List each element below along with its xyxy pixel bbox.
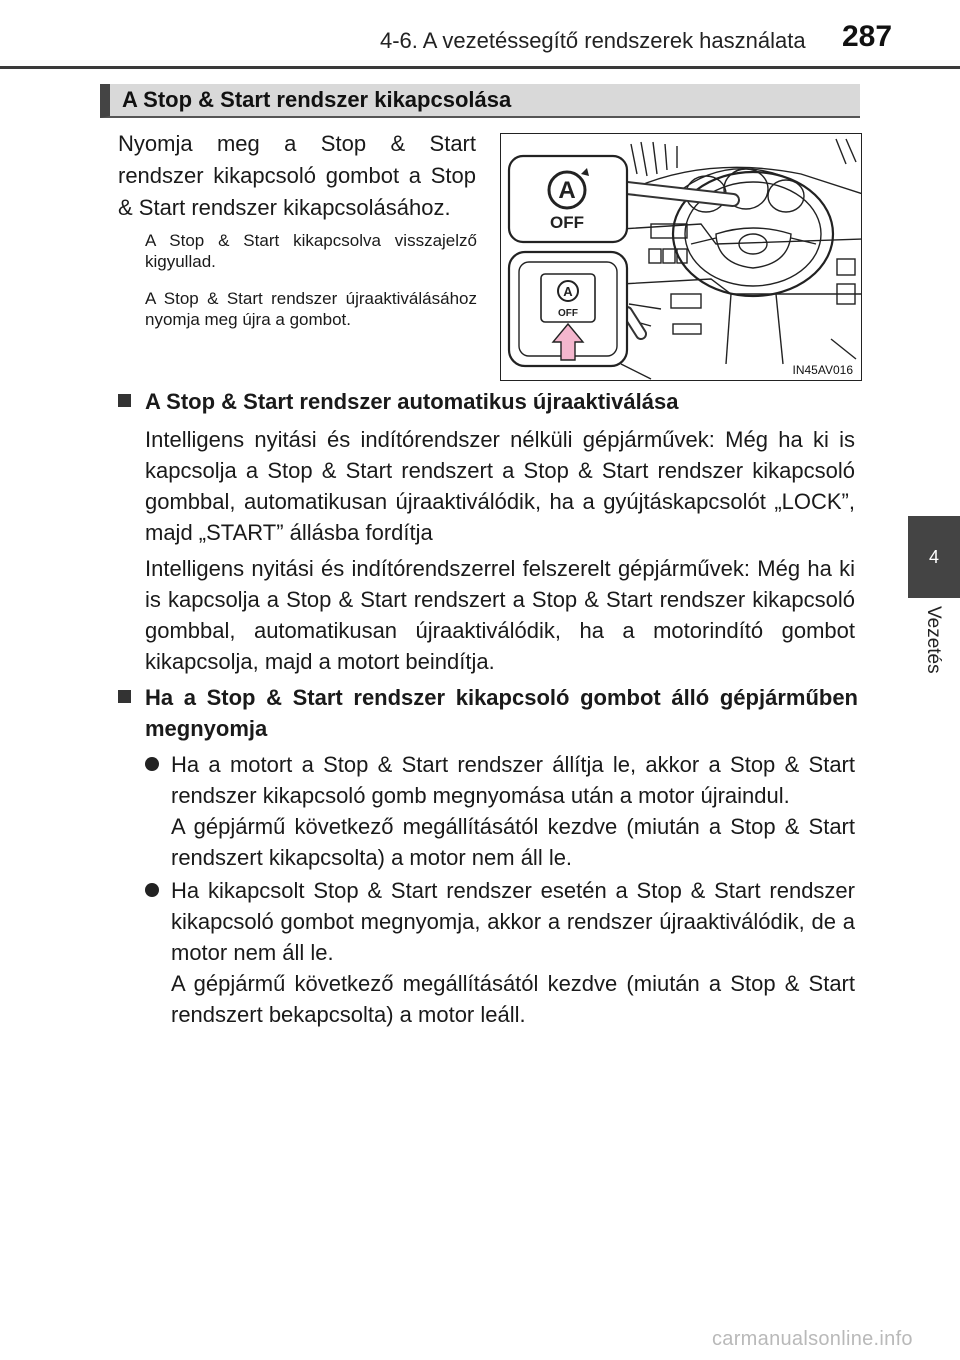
- button-label-small: OFF: [558, 308, 578, 319]
- button-glyph-small: A: [563, 284, 573, 299]
- watermark: carmanualsonline.info: [712, 1328, 913, 1350]
- round-bullet-icon: [145, 883, 159, 897]
- square-bullet-icon: [118, 394, 131, 407]
- bullet-text: Ha a motort a Stop & Start rendszer állítja le, akkor a Stop & Start rendszer kikapcsoló gomb megnyomása után a motor újraindul.: [171, 752, 855, 808]
- bullet-continuation: A gépjármű következő megállításától kezdve (miután a Stop & Start rendszert bekapcsolta) a motor leáll.: [171, 971, 855, 1027]
- button-glyph-large: A: [558, 177, 576, 204]
- intro-paragraph: Nyomja meg a Stop & Start rendszer kikapcsoló gombot a Stop & Start rendszer kikapcsolásához.: [118, 131, 476, 220]
- chapter-title: 4-6. A vezetéssegítő rendszerek használata: [380, 28, 806, 53]
- bullet-text: Ha kikapcsolt Stop & Start rendszer esetén a Stop & Start rendszer kikapcsoló gombot megnyomja, akkor a rendszer újraaktiválódik, de a motor nem áll le.: [171, 878, 855, 965]
- paragraph-smart-key: Intelligens nyitási és indítórendszerrel felszerelt gépjárművek: Még ha ki is kapcsolja a Stop & Start rendszert a Stop & Start rendszer kikapcsoló gombbal, automatikusan újraaktiválódik, ha a motorindító gombot kikapcsolja, majd a motort beindítja.: [145, 556, 855, 674]
- page-number: 287: [842, 20, 893, 53]
- note-indicator: A Stop & Start kikapcsolva visszajelző kigyullad.: [145, 231, 477, 271]
- subsection-heading-text: A Stop & Start rendszer automatikus újraaktiválása: [145, 389, 679, 414]
- chapter-tab-number: 4: [928, 546, 939, 567]
- note-reactivation: A Stop & Start rendszer újraaktiválásához nyomja meg újra a gombot.: [145, 289, 477, 329]
- bullet-item: [145, 749, 855, 873]
- bullet-continuation: A gépjármű következő megállításától kezdve (miután a Stop & Start rendszert kikapcsolta) a motor nem áll le.: [171, 814, 855, 870]
- chapter-tab-label: Vezetés: [923, 606, 944, 674]
- header-rule: [0, 66, 960, 69]
- button-label-large: OFF: [550, 213, 584, 232]
- square-bullet-icon: [118, 690, 131, 703]
- subsection-heading-reactivation: [118, 386, 858, 417]
- paragraph-no-smart-key: Intelligens nyitási és indítórendszer nélküli gépjárművek: Még ha ki is kapcsolja a Stop & Start rendszert a Stop & Start rendszer kikapcsoló gombbal, automatikusan újraaktiválódik, ha a gyújtáskapcsolót „LOCK”, majd „START” állásba fordítja: [145, 427, 855, 545]
- section-title: A Stop & Start rendszer kikapcsolása: [100, 84, 860, 118]
- subsection-heading-text: Ha a Stop & Start rendszer kikapcsoló gombot álló gépjárműben megnyomja: [145, 685, 858, 741]
- chapter-tab: [908, 516, 960, 598]
- dashboard-illustration: [500, 133, 862, 381]
- subsection-heading-stationary: [118, 682, 858, 744]
- bullet-item: [145, 875, 855, 1030]
- figure-code: IN45AV016: [792, 363, 853, 377]
- round-bullet-icon: [145, 757, 159, 771]
- dashboard-drawing: [501, 134, 862, 381]
